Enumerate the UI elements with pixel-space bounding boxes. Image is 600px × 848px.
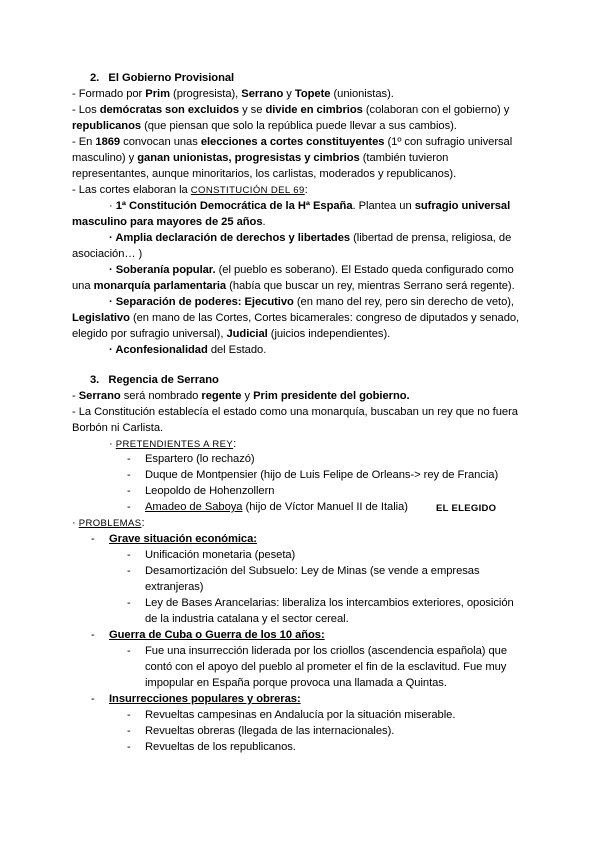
candidate-item: Leopoldo de Hohenzollern <box>145 485 275 497</box>
constitution-intro: - Las cortes elaboran la CONSTITUCIÓN DEL 69: <box>72 184 308 196</box>
economic-item: Desamortización del Subsuelo: Ley de Minas (se vende a empresas <box>145 565 480 577</box>
heading-text: El Gobierno Provisional <box>108 72 235 84</box>
problem-2-title: Guerra de Cuba o Guerra de los 10 años: <box>109 629 325 641</box>
elections-line-3: representantes, aunque minoritarios, los carlistas, moderados y republicanos). <box>72 168 457 180</box>
elections-line-1: - En 1869 convocan unas elecciones a cortes constituyentes (1º con sufragio universal <box>72 136 513 148</box>
chosen-label: EL ELEGIDO <box>436 503 497 514</box>
cuba-text: Fue una insurrección liderada por los criollos (ascendencia española) que <box>145 645 508 657</box>
const-point-4-line-1: · Separación de poderes: Ejecutivo (en mano del rey, pero sin derecho de veto), <box>109 296 514 308</box>
revolt-item: Revueltas de los republicanos. <box>145 741 296 753</box>
elections-line-2: masculino) y ganan unionistas, progresistas y cimbrios (también tuvieron <box>72 152 449 164</box>
item-dash: - <box>127 725 131 737</box>
monarchy-line-1: - La Constitución establecía el estado como una monarquía, buscaban un rey que no fuera <box>72 406 518 418</box>
candidate-dash: - <box>127 469 131 481</box>
problem-1-title: Grave situación económica: <box>109 533 257 545</box>
revolt-item: Revueltas campesinas en Andalucía por la situación miserable. <box>145 709 456 721</box>
candidate-dash: - <box>127 501 131 513</box>
pretenders-heading: · PRETENDIENTES A REY: <box>109 438 237 450</box>
item-dash: - <box>127 597 131 609</box>
item-dash: - <box>127 645 131 657</box>
economic-item: Ley de Bases Arancelarias: liberaliza los intercambios exteriores, oposición <box>145 597 514 609</box>
democrats-line-1: - Los demócratas son excluidos y se divide en cimbrios (colaboran con el gobierno) y <box>72 104 510 116</box>
problems-heading: · PROBLEMAS: <box>72 517 145 529</box>
const-point-1-line-2: masculino para mayores de 25 años. <box>72 216 266 228</box>
candidate-item: Duque de Montpensier (hijo de Luis Felipe de Orleans-> rey de Francia) <box>145 469 499 481</box>
const-point-3-line-1: · Soberanía popular. (el pueblo es soberano). El Estado queda configurado como <box>109 264 514 276</box>
section-3-heading <box>90 373 219 389</box>
const-point-2-line-1: · Amplia declaración de derechos y libertades (libertad de prensa, religiosa, de <box>109 232 512 244</box>
constitution-title: CONSTITUCIÓN DEL 69 <box>190 185 305 196</box>
problem-dash: - <box>91 693 95 705</box>
monarchy-line-2: Borbón ni Carlista. <box>72 422 164 434</box>
const-point-4-line-2: Legislativo (en mano de las Cortes, Cortes bicamerales: congreso de diputados y senado, <box>72 312 520 324</box>
const-point-3-line-2: una monarquía parlamentaria (había que buscar un rey, mientras Serrano será regente). <box>72 280 515 292</box>
problem-dash: - <box>91 533 95 545</box>
heading-text: Regencia de Serrano <box>108 374 219 386</box>
amadeo-name: Amadeo de Saboya <box>145 501 243 513</box>
candidate-amadeo: Amadeo de Saboya (hijo de Víctor Manuel II de Italia) <box>145 501 408 513</box>
heading-number: 2. <box>90 72 100 84</box>
const-point-4-line-3: elegido por sufragio universal), Judicial (juicios independientes). <box>72 328 391 340</box>
democrats-line-2: republicanos (que piensan que solo la república puede llevar a sus cambios). <box>72 120 457 132</box>
formed-by-line: - Formado por Prim (progresista), Serrano y Topete (unionistas). <box>72 88 394 100</box>
candidate-dash: - <box>127 453 131 465</box>
const-point-1-line-1: · 1ª Constitución Democrática de la Hª España. Plantea un sufragio universal <box>109 200 511 212</box>
economic-item: Unificación monetaria (peseta) <box>145 549 296 561</box>
const-point-2-line-2: asociación… ) <box>72 248 143 260</box>
cuba-text: impopular en España porque provoca una llamada a Quintas. <box>145 677 447 689</box>
section-2-heading <box>90 71 234 87</box>
pretenders-title: PRETENDIENTES A REY <box>115 439 234 450</box>
heading-number: 3. <box>90 374 100 386</box>
revolt-item: Revueltas obreras (llegada de las internacionales). <box>145 725 395 737</box>
problem-dash: - <box>91 629 95 641</box>
candidate-dash: - <box>127 485 131 497</box>
item-dash: - <box>127 709 131 721</box>
regency-line: - Serrano será nombrado regente y Prim presidente del gobierno. <box>72 390 410 402</box>
economic-item-cont: de la industria catalana y el sector cereal. <box>145 613 349 625</box>
cuba-text: contó con el apoyo del pueblo al prometer el fin de la esclavitud. Fue muy <box>145 661 507 673</box>
const-point-5: · Aconfesionalidad del Estado. <box>109 344 267 356</box>
economic-item-cont: extranjeras) <box>145 581 204 593</box>
item-dash: - <box>127 741 131 753</box>
problem-3-title: Insurrecciones populares y obreras: <box>109 693 301 705</box>
item-dash: - <box>127 565 131 577</box>
problems-title: PROBLEMAS <box>78 518 142 529</box>
item-dash: - <box>127 549 131 561</box>
candidate-item: Espartero (lo rechazó) <box>145 453 255 465</box>
